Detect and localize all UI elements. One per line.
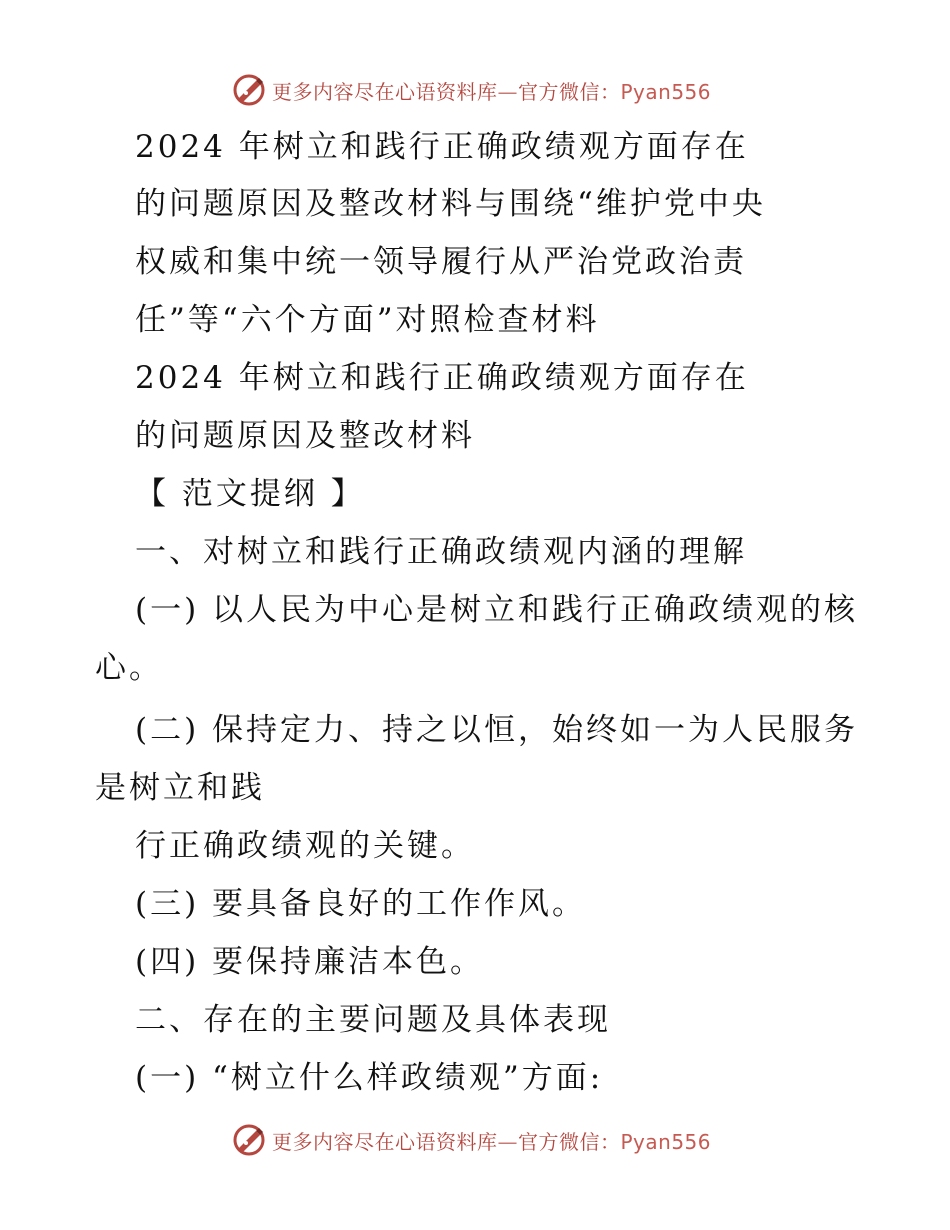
watermark-wechat-id: Pyan556 bbox=[620, 79, 712, 104]
title-line-3: 权威和集中统一领导履行从严治党政治责 bbox=[135, 244, 747, 280]
paragraph-4: (四) 要保持廉洁本色。 bbox=[135, 944, 485, 980]
title-line-4: 任”等“六个方面”对照检查材料 bbox=[135, 302, 600, 338]
subsection-heading-1: (一) “树立什么样政绩观”方面: bbox=[135, 1060, 604, 1096]
watermark-header bbox=[232, 70, 711, 110]
watermark-site-text: 更多内容尽在心语资料库 bbox=[272, 1129, 498, 1154]
title-line-1: 2024 年树立和践行正确政绩观方面存在 bbox=[135, 129, 749, 165]
paragraph-1-line-1: (一) 以人民为中心是树立和践行正确政绩观的核 bbox=[135, 592, 859, 628]
watermark-official-label: 官方微信： bbox=[518, 79, 621, 104]
paragraph-3: (三) 要具备良好的工作作风。 bbox=[135, 886, 587, 922]
paragraph-2-line-3: 行正确政绩观的关键。 bbox=[135, 828, 475, 864]
watermark-wechat-id: Pyan556 bbox=[620, 1129, 712, 1154]
paragraph-1-line-2: 心。 bbox=[95, 650, 163, 686]
watermark-dash: — bbox=[497, 79, 518, 104]
subtitle-line-1: 2024 年树立和践行正确政绩观方面存在 bbox=[135, 360, 749, 396]
watermark-footer bbox=[232, 1120, 711, 1160]
paragraph-2-line-1: (二) 保持定力、持之以恒，始终如一为人民服务 bbox=[135, 712, 859, 748]
watermark-site-text: 更多内容尽在心语资料库 bbox=[272, 79, 498, 104]
pen-logo-icon bbox=[232, 1123, 266, 1157]
pen-logo-icon bbox=[232, 73, 266, 107]
section-heading-1: 一、对树立和践行正确政绩观内涵的理解 bbox=[135, 534, 747, 570]
title-line-2: 的问题原因及整改材料与围绕“维护党中央 bbox=[135, 186, 766, 222]
watermark-text bbox=[272, 1126, 711, 1155]
paragraph-2-line-2: 是树立和践 bbox=[95, 770, 265, 806]
watermark-text bbox=[272, 76, 711, 105]
watermark-dash: — bbox=[497, 1129, 518, 1154]
watermark-official-label: 官方微信： bbox=[518, 1129, 621, 1154]
section-heading-2: 二、存在的主要问题及具体表现 bbox=[135, 1002, 611, 1038]
subtitle-line-2: 的问题原因及整改材料 bbox=[135, 418, 475, 454]
outline-heading: 【 范文提纲 】 bbox=[135, 476, 365, 512]
